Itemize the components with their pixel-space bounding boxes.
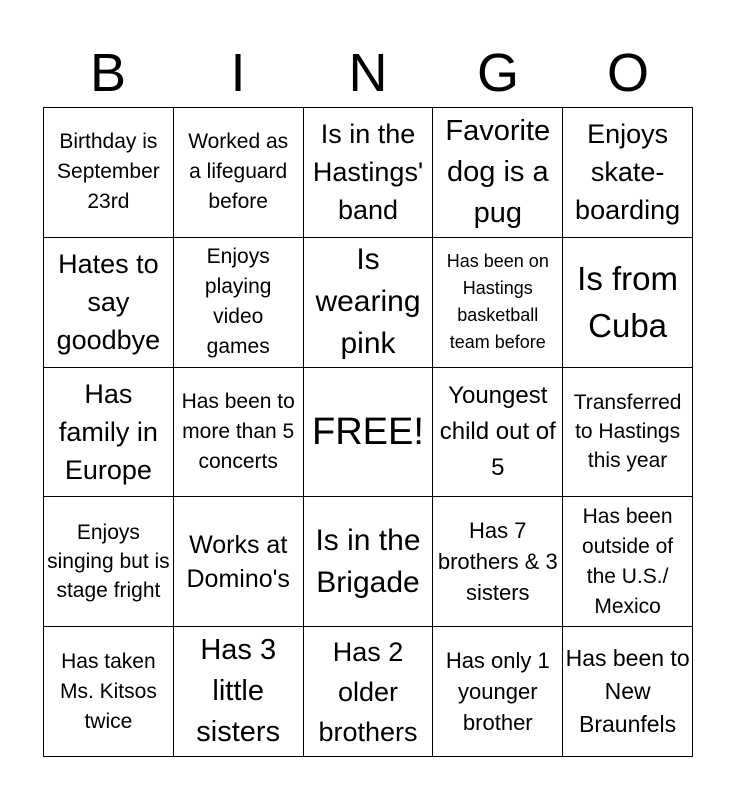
cell-text: Has family in Europe [58, 378, 158, 485]
bingo-cell-r4c4[interactable] [433, 497, 563, 627]
cell-text: Enjoys singing but is stage fright [47, 521, 170, 603]
cell-text: Has been on Hastings basketball team before [446, 251, 549, 353]
bingo-cell-r1c5[interactable] [563, 108, 693, 238]
bingo-cell-r5c4[interactable] [433, 627, 563, 757]
cell-text: Is wearing pink [315, 243, 421, 361]
cell-text: Has taken Ms. Kitsos twice [59, 649, 157, 733]
header-letter-o: O [606, 43, 649, 103]
bingo-cell-r2c2[interactable] [174, 238, 304, 368]
bingo-cell-r4c5[interactable] [563, 497, 693, 627]
bingo-cell-r4c3[interactable] [304, 497, 434, 627]
bingo-cell-r1c2[interactable] [174, 108, 304, 238]
bingo-cell-r5c5[interactable] [563, 627, 693, 757]
bingo-cell-free[interactable] [304, 368, 434, 498]
bingo-cell-r5c1[interactable] [44, 627, 174, 757]
cell-text: Has been outside of the U.S./ Mexico [582, 504, 674, 618]
cell-text: Enjoys skate-boarding [575, 119, 681, 226]
bingo-cell-r4c2[interactable] [174, 497, 304, 627]
free-space-text: FREE! [312, 410, 424, 453]
bingo-cell-r3c1[interactable] [44, 368, 174, 498]
cell-text: Has 2 older brothers [318, 636, 418, 747]
bingo-cell-r3c5[interactable] [563, 368, 693, 498]
cell-text: Has been to New Braunfels [565, 645, 690, 738]
cell-text: Worked as a lifeguard before [188, 130, 289, 214]
bingo-cell-r1c4[interactable] [433, 108, 563, 238]
cell-text: Birthday is September 23rd [57, 130, 160, 214]
cell-text: Enjoys playing video games [204, 245, 272, 359]
cell-text: Has 7 brothers & 3 sisters [437, 518, 558, 606]
header-letter-b: B [89, 43, 127, 103]
bingo-cell-r1c3[interactable] [304, 108, 434, 238]
cell-text: Has been to more than 5 concerts [181, 389, 295, 473]
bingo-cell-r2c3[interactable] [304, 238, 434, 368]
header-letter-i: I [230, 43, 246, 103]
bingo-cell-r3c2[interactable] [174, 368, 304, 498]
header-letter-g: G [476, 43, 519, 103]
bingo-cell-r2c5[interactable] [563, 238, 693, 368]
cell-text: Is in the Hastings' band [312, 119, 424, 226]
bingo-cell-r5c2[interactable] [174, 627, 304, 757]
bingo-header [43, 40, 693, 106]
bingo-cell-r4c1[interactable] [44, 497, 174, 627]
bingo-cell-r5c3[interactable] [304, 627, 434, 757]
cell-text: Is from Cuba [577, 260, 679, 345]
cell-text: Is in the Brigade [315, 523, 421, 599]
cell-text: Youngest child out of 5 [439, 381, 556, 481]
bingo-cell-r3c4[interactable] [433, 368, 563, 498]
bingo-cell-r2c4[interactable] [433, 238, 563, 368]
cell-text: Has 3 little sisters [196, 634, 281, 749]
cell-text: Works at Domino's [186, 530, 290, 593]
bingo-cell-r2c1[interactable] [44, 238, 174, 368]
bingo-board [43, 107, 693, 757]
header-letter-n: N [348, 43, 388, 103]
bingo-cell-r1c1[interactable] [44, 108, 174, 238]
cell-text: Favorite dog is a pug [445, 114, 551, 229]
cell-text: Has only 1 younger brother [445, 648, 550, 736]
cell-text: Hates to say goodbye [56, 249, 161, 356]
cell-text: Transferred to Hastings this year [573, 391, 682, 473]
